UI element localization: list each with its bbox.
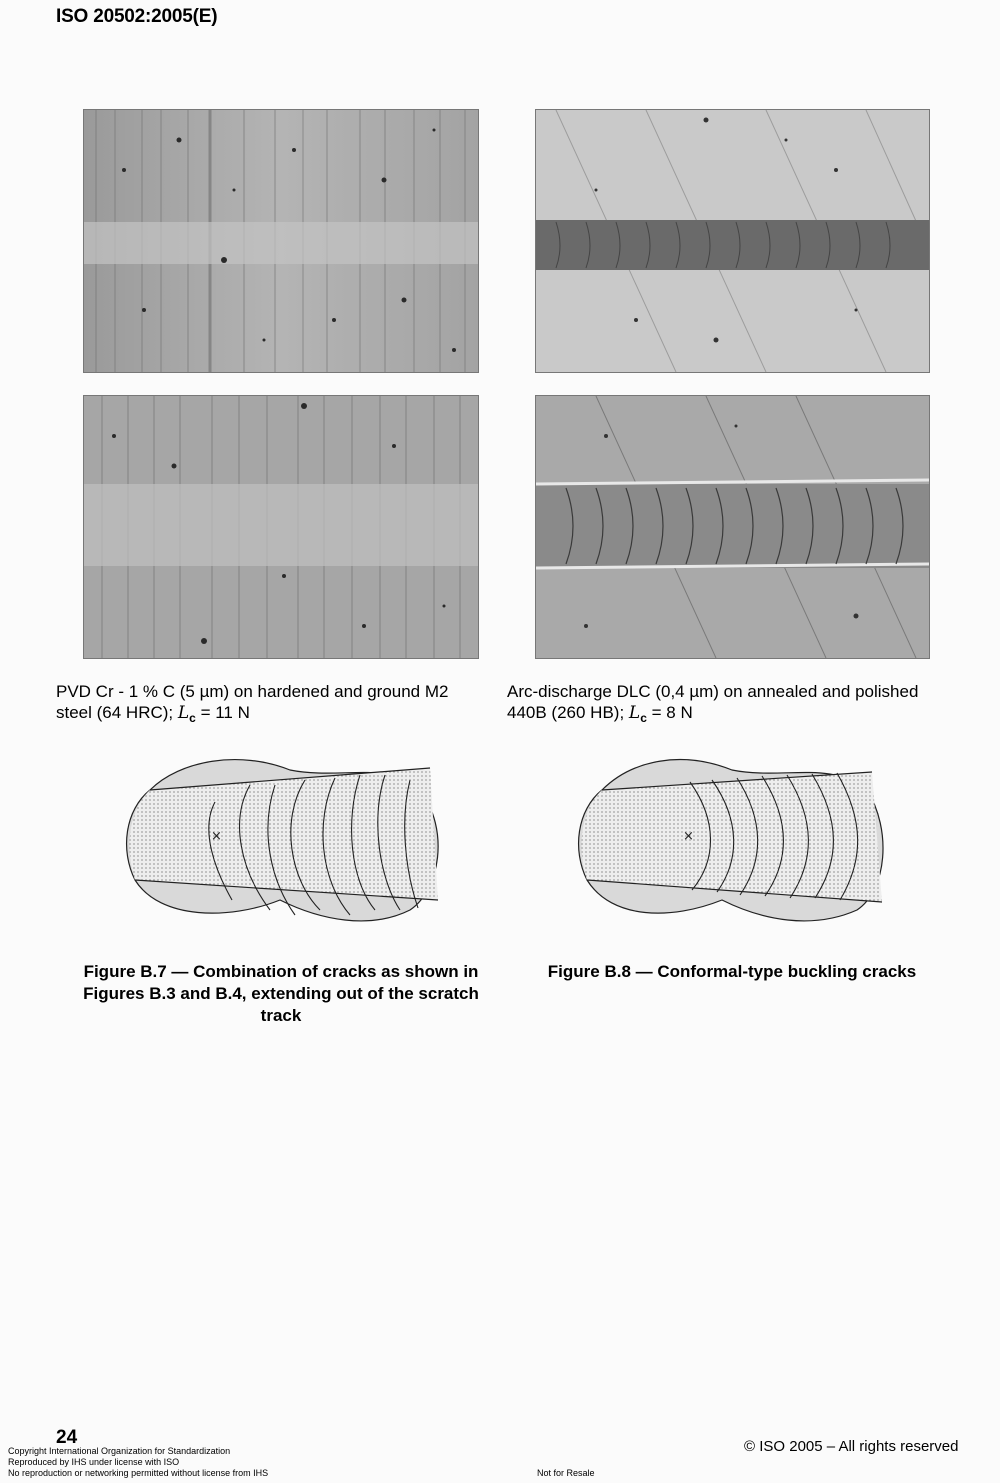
critical-load-subscript: c bbox=[189, 711, 196, 725]
not-for-resale: Not for Resale bbox=[537, 1468, 595, 1478]
figure-b7-title-line3: track bbox=[260, 1006, 302, 1025]
svg-text:×: × bbox=[211, 829, 222, 844]
micrograph-dlc-high-load bbox=[535, 395, 930, 659]
page-number: 24 bbox=[56, 1427, 78, 1448]
standard-identifier: ISO 20502:2005(E) bbox=[56, 6, 218, 27]
caption-dlc-line1: Arc-discharge DLC (0,4 µm) on annealed and polished bbox=[507, 682, 919, 701]
caption-pvd-cr bbox=[56, 681, 496, 724]
copyright-line-3: No reproduction or networking permitted without license from IHS bbox=[8, 1468, 269, 1478]
caption-dlc bbox=[507, 681, 977, 724]
svg-text:×: × bbox=[683, 829, 694, 844]
caption-pvd-cr-material: steel (64 HRC); bbox=[56, 703, 178, 722]
figure-b7-title-line1: Figure B.7 — Combination of cracks as shown in bbox=[83, 962, 479, 981]
caption-dlc-line2 bbox=[507, 702, 977, 724]
copyright-line-2: Reproduced by IHS under license with ISO bbox=[8, 1457, 180, 1467]
caption-pvd-cr-line1: PVD Cr - 1 % C (5 µm) on hardened and ground M2 bbox=[56, 682, 449, 701]
micrograph-pvd-cr-high-load bbox=[83, 395, 479, 659]
caption-pvd-cr-line2 bbox=[56, 702, 496, 724]
caption-dlc-material: 440B (260 HB); bbox=[507, 703, 629, 722]
critical-load-value: = 8 N bbox=[646, 703, 693, 722]
copyright-line-1: Copyright International Organization for Standardization bbox=[8, 1446, 231, 1456]
critical-load-value: = 11 N bbox=[195, 703, 250, 722]
critical-load-symbol: L bbox=[628, 703, 641, 723]
copyright-notice bbox=[8, 1446, 268, 1479]
crack-sketch-b8 bbox=[572, 750, 902, 935]
figure-b8-title bbox=[507, 961, 957, 983]
critical-load-subscript: c bbox=[640, 711, 647, 725]
figure-b8-title-line1: Figure B.8 — Conformal-type buckling cracks bbox=[547, 962, 917, 981]
figure-b7-title-line2: Figures B.3 and B.4, extending out of the scratch bbox=[83, 984, 479, 1003]
figure-b7-title bbox=[56, 961, 506, 1027]
micrograph-pvd-cr-low-load bbox=[83, 109, 479, 373]
crack-sketch-b7 bbox=[120, 750, 450, 935]
micrograph-dlc-low-load bbox=[535, 109, 930, 373]
critical-load-symbol: L bbox=[177, 703, 190, 723]
rights-reserved: © ISO 2005 – All rights reserved bbox=[744, 1438, 959, 1455]
